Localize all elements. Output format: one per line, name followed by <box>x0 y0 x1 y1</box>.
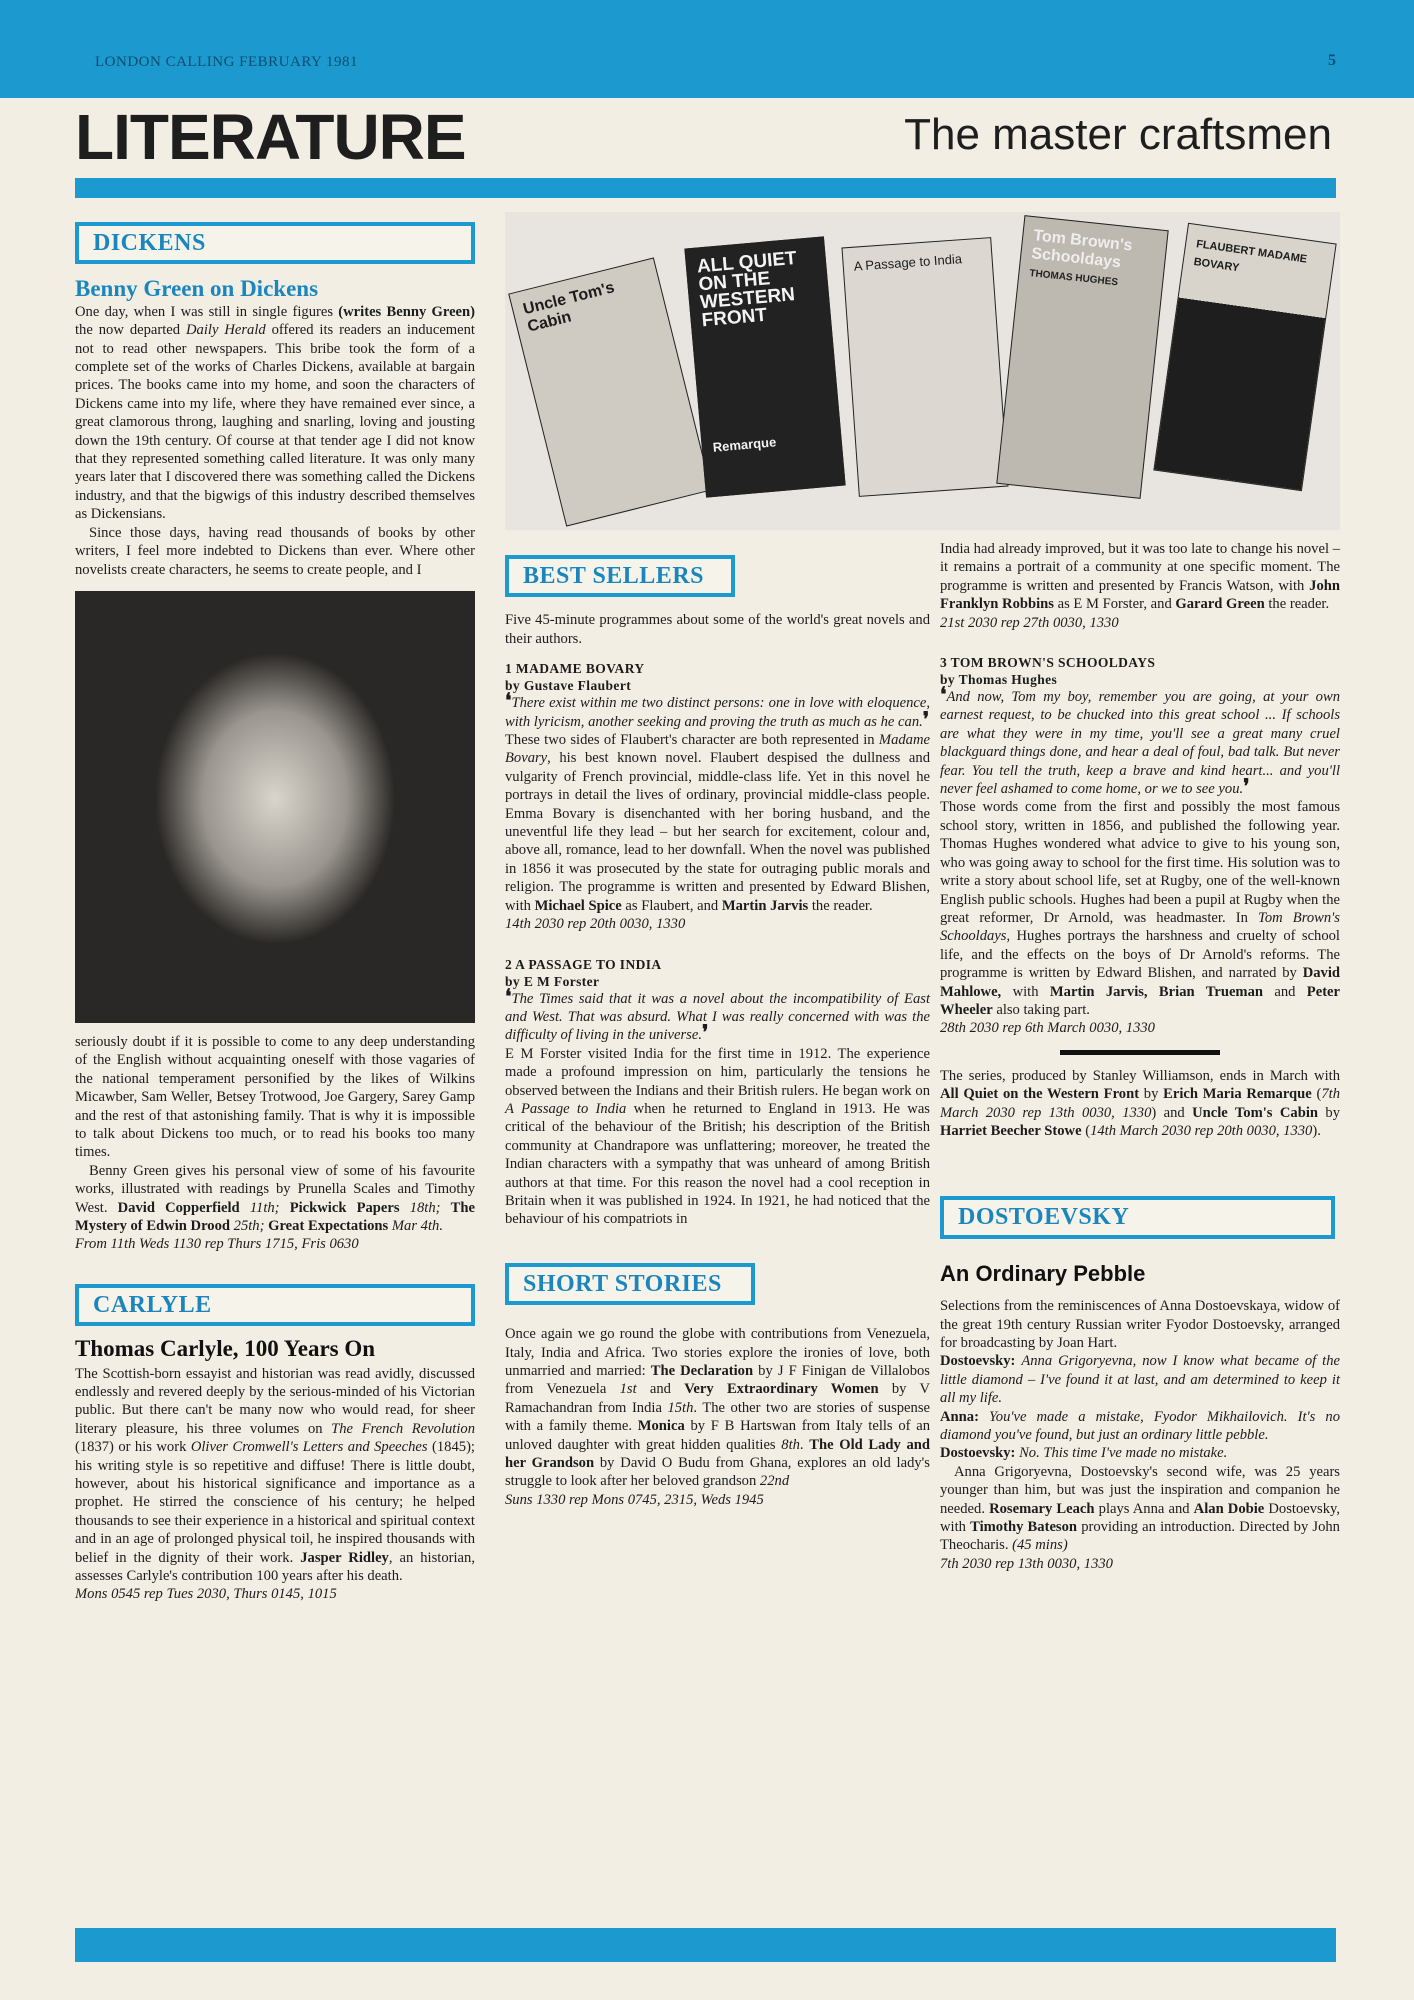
bold-text: Jasper Ridley <box>300 1549 389 1566</box>
short-stories-body <box>505 1325 930 1491</box>
text-run: India had already improved, but it was too late to change his novel – it remains a portrait of a community at one specific moment. The programme is written and presented by Francis Watson, with <box>940 541 1340 594</box>
text-run: the reader. <box>1264 596 1330 613</box>
italic-text: Tom Brown's Schooldays <box>940 909 1340 945</box>
dickens-paragraph <box>75 1033 475 1162</box>
bold-text: Great Expectations <box>268 1217 389 1234</box>
close-quote-icon: ❜ <box>922 708 930 731</box>
text-run: The series, produced by Stanley Williamson, ends in March with <box>940 1067 1340 1084</box>
text-run: ( <box>1311 1086 1322 1103</box>
item-body-continued <box>940 540 1340 614</box>
text-run: , Hughes portrays the harshness and cruelty of school life, and the effects on the boys of Dr Arnold's reforms. The programme is written by Edward Blishen, and narrated by <box>940 928 1340 982</box>
bold-text: Peter Wheeler <box>940 983 1341 1018</box>
italic-text: 18th; <box>399 1199 451 1216</box>
text-run: plays Anna and <box>1094 1500 1194 1517</box>
italic-text: 15th <box>667 1399 694 1416</box>
section-box-short-stories: SHORT STORIES <box>505 1263 755 1305</box>
bold-text: Timothy Bateson <box>970 1519 1078 1536</box>
item-body <box>505 731 930 915</box>
item-schedule: 21st 2030 rep 27th 0030, 1330 <box>940 614 1119 631</box>
item-author: by E M Forster <box>505 973 600 989</box>
text-run: Benny Green gives his personal view of some of his favourite works, illustrated with readings by Prunella Scales and Timothy West. <box>75 1162 475 1216</box>
text-run: Once again we go round the globe with contributions from Venezuela, Italy, India and Africa. Two stories explore the ironies of love, both unmarried and married: <box>505 1326 930 1379</box>
series-note <box>940 1067 1340 1141</box>
short-stories-schedule: Suns 1330 rep Mons 0745, 2315, Weds 1945 <box>505 1491 764 1508</box>
item-body <box>940 798 1340 1019</box>
item-title: 1 MADAME BOVARY <box>505 661 645 677</box>
dialogue-line <box>940 1352 1340 1407</box>
text-run: seriously doubt if it is possible to come to any deep understanding of the English without acquainting oneself with those vagaries of the national temperament personified by the likes of Wilkins Micawber, Sam Weller, Betsey Trotwood, Joe Gargery, Sarey Gamp and the rest of that astonishing family. That is why it is impossible to talk about Dickens too much, or to read his books too many times. <box>75 1033 475 1161</box>
bold-text: Erich Maria Remarque <box>1163 1086 1312 1103</box>
bold-text: Dostoevsky: <box>940 1445 1020 1462</box>
carlyle-schedule: Mons 0545 rep Tues 2030, Thurs 0145, 1015 <box>75 1586 337 1603</box>
dostoevsky-heading: An Ordinary Pebble <box>940 1260 1146 1286</box>
item-title: 2 A PASSAGE TO INDIA <box>505 956 662 972</box>
italic-text: 1st <box>619 1381 637 1398</box>
issue-kicker: LONDON CALLING FEBRUARY 1981 <box>95 54 359 70</box>
dostoevsky-body <box>940 1463 1340 1555</box>
dickens-heading: Benny Green on Dickens <box>75 276 319 302</box>
bold-text: All Quiet on the Western Front <box>940 1086 1140 1103</box>
text-run: with <box>1001 983 1050 1000</box>
item-quote <box>505 985 930 1045</box>
header-band <box>0 0 1414 98</box>
bold-text: David Copperfield <box>117 1199 240 1216</box>
header-rule <box>75 178 1336 198</box>
bold-text: Martin Jarvis <box>721 897 809 914</box>
item-author: by Gustave Flaubert <box>505 678 632 694</box>
book-cover-author: THOMAS HUGHES <box>1028 268 1119 289</box>
text-run: ( <box>1081 1122 1091 1139</box>
book-cover-author: Remarque <box>712 434 777 455</box>
quote-text: There exist within me two distinct persons: one in love with eloquence, with lyricism, another seeking and proving the truth as much as he can. <box>505 695 930 730</box>
text-run: Those words come from the first and possibly the most famous school story, written in 1856, and published the following year. Thomas Hughes wondered what advice to give to his young son, who was going away to school for the first time. His solution was to write a story about school life, set at Rugby, one of the well-known English public schools. Hughes had been a pupil at Rugby when the great reformer, Dr Arnold, was headmaster. In <box>940 799 1340 926</box>
item-schedule: 28th 2030 rep 6th March 0030, 1330 <box>940 1020 1155 1037</box>
dialogue-line <box>940 1444 1340 1462</box>
bold-text: The Old Lady and her Grandson <box>505 1436 931 1472</box>
dickens-paragraph <box>75 303 475 524</box>
bold-text: Very Extraordinary Women <box>684 1381 879 1398</box>
right-column <box>940 540 1340 1573</box>
book-cover: FLAUBERT MADAME BOVARY <box>1153 223 1336 491</box>
bold-text: The Declaration <box>650 1363 754 1379</box>
page-subtitle: The master craftsmen <box>904 110 1332 159</box>
italic-text: 7th March 2030 rep 13th 0030, 1330 <box>940 1086 1340 1121</box>
text-run: Dostoevsky, with <box>940 1500 1341 1536</box>
footer-band <box>75 1928 1336 1962</box>
text-run: the reader. <box>808 897 873 914</box>
dostoevsky-intro: Selections from the reminiscences of Anna Dostoevskaya, widow of the great 19th century Russian writer Fyodor Dostoevsky, arranged for broadcasting by Joan Hart. <box>940 1298 1340 1351</box>
italic-text: 8th <box>781 1436 800 1453</box>
close-quote-icon: ❜ <box>701 1022 709 1045</box>
italic-text: You've made a mistake, Fyodor Mikhailovich. It's no diamond you've found, but just an ordinary little pebble. <box>940 1408 1340 1444</box>
best-sellers-intro: Five 45-minute programmes about some of the world's great novels and their authors. <box>505 612 930 647</box>
text-run: , his best known novel. Flaubert despised the dullness and vulgarity of French provincial, middle-class life. Yet in this novel he portrays in detail the lives of ordinary, provincial middle-class people. Emma Bovary is disenchanted with her boring husband, and the uneventful life they lead – but her search for excitement, colour and, above all, romance, lead to her downfall. When the novel was published in 1856 it was prosecuted by the state for outraging public morals and religion. The programme is written and presented by Edward Blishen, with <box>505 750 930 914</box>
book-covers-photo <box>505 212 1340 530</box>
text-run: These two sides of Flaubert's character are both represented in <box>505 732 879 749</box>
text-run: by J F Finigan de Villalobos from Venezuela <box>505 1363 930 1398</box>
open-quote-icon: ❛ <box>505 690 512 713</box>
text-run: The Scottish-born essayist and historian was read avidly, discussed endlessly and revered deeply by the serious-minded of his Victorian public. But there can't be many now who would read, for sheer literary pleasure, his three volumes on <box>75 1365 475 1437</box>
bold-text: Anna: <box>940 1408 989 1425</box>
italic-text: Anna Grigoryevna, now I know what became of the little diamond – I've found it at last, and am determined to keep it all my life. <box>940 1353 1340 1407</box>
dostoevsky-schedule: 7th 2030 rep 13th 0030, 1330 <box>940 1555 1113 1572</box>
text-run: and <box>636 1381 685 1398</box>
page-title: LITERATURE <box>75 101 466 173</box>
text-run: ) and <box>1151 1104 1193 1121</box>
text-run: when he returned to England in 1913. He was critical of the behaviour of the British; his description of the British community at Chandrapore was unflattering; moreover, he treated the Indian characters with a sympathy that was unheard of among British authors at that time. For this reason the novel had a cool reception in Britain when it was published in 1924. In 1921, he had noticed that the behaviour of his compatriots in <box>505 1100 930 1228</box>
book-cover: A Passage to India <box>841 237 1008 497</box>
section-box-carlyle: CARLYLE <box>75 1284 475 1326</box>
section-box-dostoevsky: DOSTOEVSKY <box>940 1196 1335 1238</box>
text-run: (1837) or his work <box>75 1439 191 1456</box>
bold-text: Harriet Beecher Stowe <box>940 1122 1082 1139</box>
item-body <box>505 1045 930 1229</box>
bold-text: Rosemary Leach <box>989 1500 1095 1517</box>
divider <box>1060 1050 1220 1055</box>
dialogue-line <box>940 1408 1340 1445</box>
text-run: (1845); his writing style is so repetitive and diffuse! There is little doubt, however, about his historical significance and importance as a prophet. He stirred the conscience of his century; he helped thousands to see their experience in a historical and spiritual context and in an age of prolonged physical toil, he inspired thousands with belief in the dignity of their work. <box>75 1439 475 1566</box>
text-run: One day, when I was still in single figures <box>75 303 339 320</box>
bold-text: Monica <box>637 1418 685 1435</box>
text-run: by V Ramachandran from India <box>505 1381 930 1416</box>
text-run: by <box>1139 1086 1164 1103</box>
text-run: E M Forster visited India for the first time in 1912. The experience made a profound impression on him, particularly the tensions he observed between the Indians and their British rulers. He began work on <box>505 1045 930 1099</box>
dickens-paragraph <box>75 524 475 579</box>
text-run: by <box>1318 1104 1340 1121</box>
bold-text: Uncle Tom's Cabin <box>1192 1104 1318 1121</box>
item-author: by Thomas Hughes <box>940 672 1058 688</box>
close-quote-icon: ❜ <box>1243 776 1250 799</box>
bold-text: Martin Jarvis, Brian Trueman <box>1049 983 1263 1000</box>
text-run: . <box>799 1436 810 1453</box>
open-quote-icon: ❛ <box>505 985 512 1008</box>
text-run: as Flaubert, and <box>621 897 722 914</box>
carlyle-paragraph <box>75 1365 475 1586</box>
bold-text: Pickwick Papers <box>289 1199 400 1216</box>
book-cover-title: ALL QUIET ON THE WESTERN FRONT <box>696 247 798 332</box>
item-quote <box>505 690 930 731</box>
page-number: 5 <box>1328 52 1336 69</box>
middle-column <box>505 555 930 1509</box>
text-run: the now departed <box>75 322 186 339</box>
bold-text: (writes Benny Green) <box>338 303 475 320</box>
section-box-best-sellers: BEST SELLERS <box>505 555 735 597</box>
bold-text: John Franklyn Robbins <box>940 577 1340 613</box>
italic-text: No. This time I've made no mistake. <box>1019 1445 1228 1462</box>
text-run: providing an introduction. Directed by John Theocharis. <box>940 1519 1340 1554</box>
dickens-portrait-image <box>75 591 475 1023</box>
italic-text: 11th; <box>239 1199 290 1216</box>
bold-text: Dostoevsky: <box>940 1353 1022 1370</box>
open-quote-icon: ❛ <box>940 684 947 707</box>
item-schedule: 14th 2030 rep 20th 0030, 1330 <box>505 916 686 933</box>
italic-text: Oliver Cromwell's Letters and Speeches <box>190 1439 428 1456</box>
text-run: . The other two are stories of suspense with a family theme. <box>505 1399 930 1435</box>
dickens-schedule: From 11th Weds 1130 rep Thurs 1715, Fris 0630 <box>75 1236 359 1253</box>
book-cover <box>684 236 845 497</box>
text-run: and <box>1263 983 1307 1000</box>
section-box-dickens: DICKENS <box>75 222 475 264</box>
carlyle-heading: Thomas Carlyle, 100 Years On <box>75 1336 376 1362</box>
item-title: 3 TOM BROWN'S SCHOOLDAYS <box>940 655 1156 671</box>
book-cover: Uncle Tom's Cabin <box>508 257 712 526</box>
text-run: , an historian, assesses Carlyle's contribution 100 years after his death. <box>75 1549 475 1585</box>
quote-text: And now, Tom my boy, remember you are going, at your own earnest request, to be chucked into this great school ... If schools are what they were in my time, you'll see a great many cruel blackguard things done, and hear a deal of foul, bad talk. But never fear. You tell the truth, keep a brave and kind heart... and you'll never feel ashamed to come home, or we to see you. <box>940 689 1340 798</box>
item-quote <box>940 684 1340 799</box>
book-cover-title: Tom Brown's Schooldays <box>1030 227 1134 272</box>
bold-text: The Mystery of Edwin Drood <box>75 1199 475 1234</box>
bold-text: Alan Dobie <box>1193 1500 1265 1517</box>
dickens-paragraph <box>75 1162 475 1236</box>
text-run: Since those days, having read thousands of books by other writers, I feel more indebted to Dickens than ever. Where other novelists create characters, he seems to create people, and I <box>75 524 475 578</box>
bold-text: Michael Spice <box>534 897 622 914</box>
book-cover <box>996 215 1168 499</box>
italic-text: 14th March 2030 rep 20th 0030, 1330 <box>1090 1122 1313 1139</box>
italic-text: Daily Herald <box>186 322 266 339</box>
text-run: offered its readers an inducement not to read other newspapers. This bribe took the form of a complete set of the works of Charles Dickens, available at bargain prices. The books came into my home, and soon the characters of Dickens came into my life, where they have remained ever since, a great clamorous throng, laughing and snarling, loving and jousting down the 19th century. Of course at that tender age I did not know that they represented something called literature. It was only many years later that I discovered there was something called the Dickens industry, and that the bigwigs of this industry described themselves as Dickensians. <box>75 322 475 523</box>
text-run: also taking part. <box>992 1001 1090 1018</box>
italic-text: 25th; <box>230 1217 269 1234</box>
text-run: by F B Hartswan from Italy tells of an unloved daughter with great hidden qualities <box>505 1418 930 1453</box>
italic-text: A Passage to India <box>505 1100 627 1117</box>
bold-text: David Mahlowe, <box>940 965 1340 1000</box>
italic-text: Mar 4th. <box>388 1217 443 1234</box>
italic-text: Madame Bovary <box>505 732 930 767</box>
italic-text: 22nd <box>759 1473 790 1490</box>
left-column <box>75 222 475 1604</box>
italic-text: (45 mins) <box>1012 1537 1068 1554</box>
text-run: by David O Budu from Ghana, explores an old lady's struggle to look after her beloved grandson <box>505 1455 930 1490</box>
text-run: ). <box>1312 1122 1321 1139</box>
bold-text: Garard Green <box>1175 596 1265 613</box>
text-run: as E M Forster, and <box>1053 596 1176 613</box>
italic-text: The French Revolution <box>331 1420 475 1437</box>
quote-text: The Times said that it was a novel about the incompatibility of East and West. That was absurd. What I was really concerned with was the difficulty of living in the universe. <box>505 990 930 1044</box>
text-run: Anna Grigoryevna, Dostoevsky's second wife, was 25 years younger than him, but was just the inspiration and companion he needed. <box>940 1463 1340 1517</box>
